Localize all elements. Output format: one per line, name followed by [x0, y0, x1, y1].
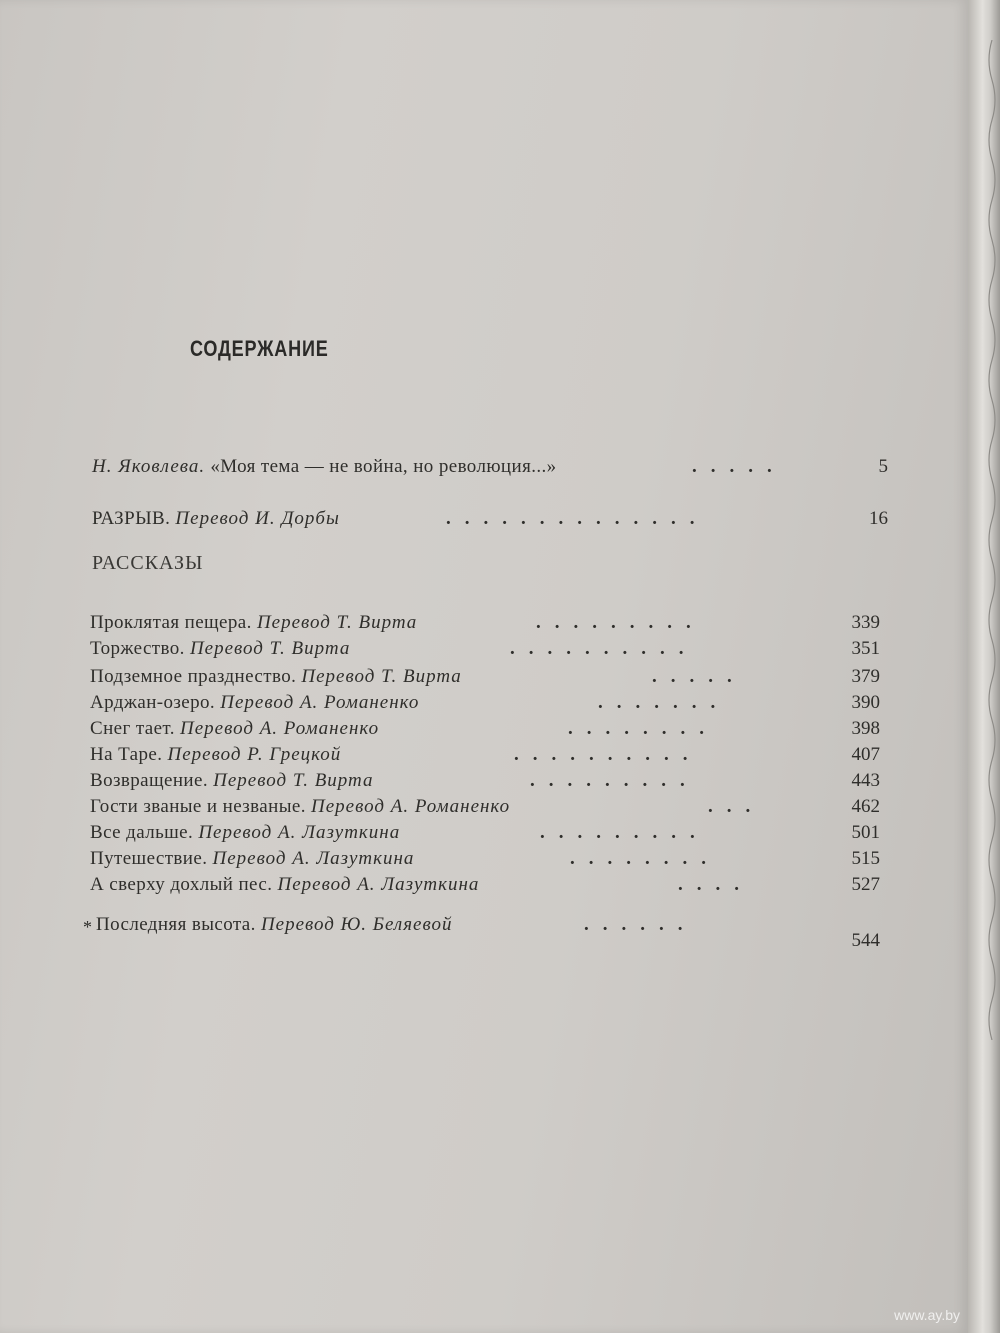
- page-edge-texture: [984, 40, 1000, 1040]
- story-title: На Таре.: [90, 744, 163, 765]
- toc-entry-author: Н. Яковлева.: [92, 456, 206, 477]
- dot-leader: ......: [584, 914, 697, 935]
- story-title: А сверху дохлый пес.: [90, 874, 273, 895]
- story-translator: Перевод А. Лазуткина: [198, 822, 401, 843]
- toc-entry-story: [90, 718, 880, 746]
- toc-page-number: 379: [851, 666, 880, 687]
- dot-leader: .......: [598, 692, 730, 713]
- story-title: Проклятая пещера.: [90, 612, 252, 633]
- toc-entry-story: [90, 638, 880, 666]
- toc-entry-story: [90, 744, 880, 772]
- story-title: Подземное празднество.: [90, 666, 297, 687]
- toc-entry-text: [90, 692, 419, 714]
- story-translator: Перевод Т. Вирта: [189, 638, 351, 659]
- toc-page-number: 351: [851, 638, 880, 659]
- toc-page-number: 462: [851, 796, 880, 817]
- story-translator: Перевод Т. Вирта: [213, 770, 374, 791]
- page-title: СОДЕРЖАНИЕ: [190, 336, 329, 361]
- toc-entry-title: РАЗРЫВ.: [92, 508, 171, 529]
- story-title: Путешествие.: [90, 848, 208, 869]
- story-translator: Перевод Ю. Беляевой: [260, 914, 453, 935]
- toc-page-number: 16: [869, 508, 888, 529]
- toc-entry-text: [90, 638, 350, 660]
- toc-entry-story: [90, 692, 880, 720]
- toc-entry-story: [90, 666, 880, 694]
- toc-entry-text: [90, 848, 414, 870]
- toc-entry-text: [90, 744, 341, 766]
- story-translator: Перевод А. Романенко: [311, 796, 511, 817]
- toc-entry-text: [90, 874, 479, 896]
- dot-leader: ..........: [510, 638, 698, 659]
- dot-leader: .........: [536, 612, 705, 633]
- toc-page-number: 407: [851, 744, 880, 765]
- toc-entry-text: [92, 456, 557, 478]
- story-title: Арджан-озеро.: [90, 692, 216, 713]
- toc-entry-text: [96, 914, 452, 936]
- story-title: Торжество.: [90, 638, 185, 659]
- dot-leader: ..............: [446, 508, 709, 529]
- toc-page-number: 5: [878, 456, 888, 477]
- toc-entry-main-novel: [92, 508, 888, 536]
- dot-leader: .........: [530, 770, 699, 791]
- toc-page-number: 339: [851, 612, 880, 633]
- dot-leader: ...: [708, 796, 765, 817]
- toc-entry-story: [90, 612, 880, 640]
- toc-entry-translator: Перевод И. Дорбы: [175, 508, 340, 529]
- toc-entry-text: [90, 770, 374, 792]
- dot-leader: .....: [692, 456, 786, 477]
- watermark: www.ay.by: [894, 1307, 960, 1323]
- story-translator: Перевод А. Лазуткина: [277, 874, 480, 895]
- toc-entry-text: [90, 822, 400, 844]
- toc-page-number: 443: [851, 770, 880, 791]
- asterisk-marker: *: [83, 917, 92, 937]
- story-translator: Перевод Т. Вирта: [256, 612, 418, 633]
- toc-entry-text: [90, 666, 462, 688]
- story-translator: Перевод А. Романенко: [180, 718, 380, 739]
- toc-page-number: 544: [851, 930, 880, 951]
- dot-leader: ........: [568, 718, 718, 739]
- toc-entry-text: [90, 718, 379, 740]
- toc-page-number: 390: [851, 692, 880, 713]
- dot-leader: ....: [678, 874, 753, 895]
- story-title: Гости званые и незваные.: [90, 796, 306, 817]
- toc-page-number: 527: [851, 874, 880, 895]
- toc-entry-text: [92, 508, 340, 530]
- toc-page-number: 398: [851, 718, 880, 739]
- toc-entry-story: [90, 822, 880, 850]
- section-title: РАССКАЗЫ: [92, 552, 204, 574]
- story-title: Возвращение.: [90, 770, 208, 791]
- toc-entry-text: [90, 796, 510, 818]
- toc-entry-story-last: [96, 914, 826, 942]
- story-translator: Перевод А. Лазуткина: [212, 848, 415, 869]
- story-translator: Перевод Р. Грецкой: [167, 744, 342, 765]
- toc-entry-story: [90, 796, 880, 824]
- story-title: Последняя высота.: [96, 914, 256, 935]
- toc-page-number: 515: [851, 848, 880, 869]
- toc-entry-text: [90, 612, 417, 634]
- story-translator: Перевод Т. Вирта: [301, 666, 462, 687]
- dot-leader: ..........: [514, 744, 702, 765]
- dot-leader: ........: [570, 848, 720, 869]
- story-title: Все дальше.: [90, 822, 194, 843]
- dot-leader: .........: [540, 822, 709, 843]
- story-translator: Перевод А. Романенко: [220, 692, 420, 713]
- toc-entry-story: [90, 848, 880, 876]
- toc-entry-title: «Моя тема — не война, но революция...»: [210, 456, 557, 477]
- story-title: Снег тает.: [90, 718, 175, 739]
- toc-entry-story: [90, 770, 880, 798]
- toc-page-number: 501: [851, 822, 880, 843]
- dot-leader: .....: [652, 666, 746, 687]
- toc-entry-story: [90, 874, 880, 902]
- toc-entry-intro: [92, 456, 888, 484]
